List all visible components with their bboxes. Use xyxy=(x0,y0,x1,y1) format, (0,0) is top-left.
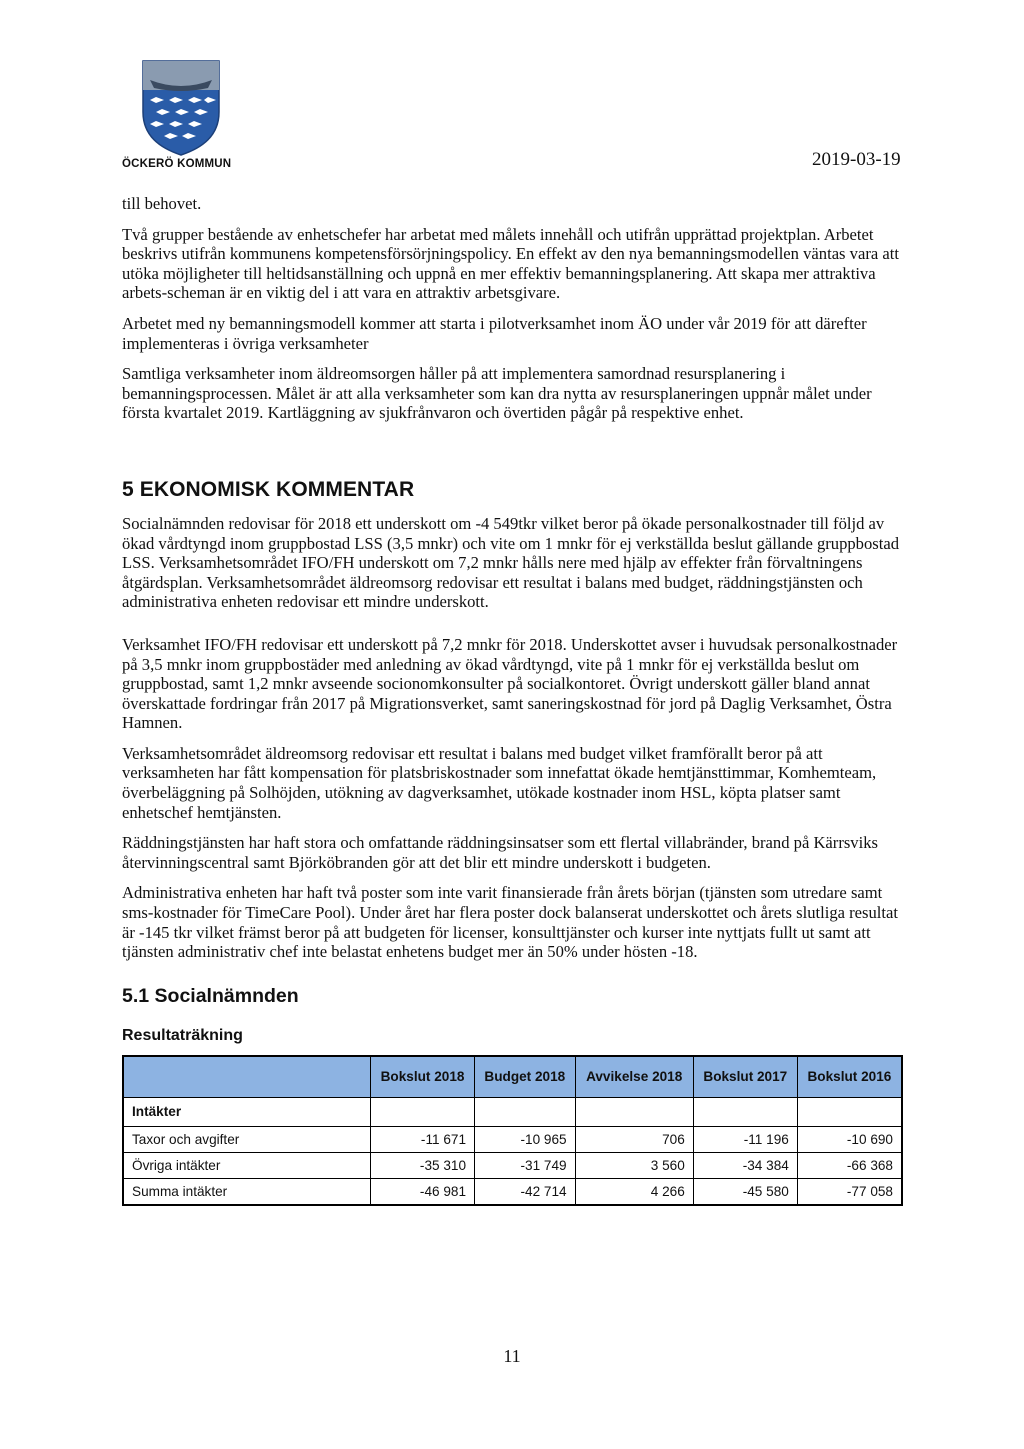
table-cell: 4 266 xyxy=(575,1178,693,1205)
paragraph: till behovet. xyxy=(122,194,202,213)
paragraph: Socialnämnden redovisar för 2018 ett underskott om -4 549tkr vilket beror på ökade personalkostnader till följd av ökad vårdtyngd inom gruppbostad LSS (3,5 mnkr) och vite om 1 mnkr för ej verkställda beslut gällande gruppbostad LSS. Verksamhetsområdet IFO/FH underskott om 7,2 mnkr hålls nere med hjälp av effekter från förvaltningens åtgärdsplan. Verksamhetsområdet äldreomsorg redovisar ett resultat i balans med budget, räddningstjänsten och administrativa enheten redovisar ett mindre underskott. xyxy=(122,513,899,612)
paragraph: Arbetet med ny bemanningsmodell kommer att starta i pilotverksamhet inom ÄO under vår 2019 för att därefter implementeras i övriga verksamheter xyxy=(122,313,867,353)
table-section-row xyxy=(123,1097,902,1126)
document-date: 2019-03-19 xyxy=(812,149,901,170)
paragraph: Samtliga verksamheter inom äldreomsorgen håller på att implementera samordnad resursplanering i bemanningsprocessen. Målet är att alla verksamheter som kan dra nytta av resursplaneringen uppnår målet under första kvartalet 2019. Kartläggning av sjukfrånvaron och övertiden pågår på respektive enhet. xyxy=(122,364,872,423)
row-label: Taxor och avgifter xyxy=(123,1126,371,1152)
table-cell: -31 749 xyxy=(475,1152,576,1178)
paragraph: Verksamhet IFO/FH redovisar ett underskott på 7,2 mnkr för 2018. Underskottet avser i huvudsak personalkostnader på 3,5 mnkr inom gruppbostäder med anledning av ökad vårdtyngd, vite på 1 mnkr för ej verkställda beslut om gruppbostad, samt 1,2 mnkr avseende socionomkonsulter på socialkontoret. Övrigt underskott gäller bland annat överskattade fordringar från 2017 på Migrationsverket, samt saneringskostnad för jord på Daglig Verksamhet, Östra Hamnen. xyxy=(122,634,898,733)
table-row xyxy=(123,1178,902,1205)
paragraph: Administrativa enheten har haft två poster som inte varit finansierade från årets början (tjänsten som utredare samt sms-kostnader för TimeCare Pool). Under året har flera poster dock balanserat underskottet och årets slutliga resultat är -145 tkr vilket främst beror på att budgeten för licenser, konsulttjänster och kurser inte nyttjats fullt ut samt att tjänsten administrativ chef inte belastat enhetens budget mer än 50% under hösten -18. xyxy=(122,883,898,962)
paragraph: Verksamhetsområdet äldreomsorg redovisar ett resultat i balans med budget vilket framförallt beror på att verksamheten har fått kompensation för platsbriskostnader som innefattat ökade hemtjänsttimmar, Komhemteam, överbeläggning på Solhöjden, utökning av dagverksamhet, utökade kostnader inom HSL, köpta platser samt enhetschef hemtjänsten. xyxy=(122,743,877,822)
column-header xyxy=(123,1056,371,1098)
row-label: Summa intäkter xyxy=(123,1178,371,1205)
column-header: Avvikelse 2018 xyxy=(575,1056,693,1098)
column-header: Bokslut 2018 xyxy=(371,1056,475,1098)
empty-cell xyxy=(371,1097,475,1126)
table-cell: -42 714 xyxy=(475,1178,576,1205)
table-cell: 3 560 xyxy=(575,1152,693,1178)
table-cell: -46 981 xyxy=(371,1178,475,1205)
section-heading: 5 EKONOMISK KOMMENTAR xyxy=(122,477,415,501)
column-header: Bokslut 2017 xyxy=(693,1056,797,1098)
subsection-heading: 5.1 Socialnämnden xyxy=(122,984,299,1007)
paragraph: Två grupper bestående av enhetschefer har arbetat med målets innehåll och utifrån upprättad projektplan. Arbetet beskrivs utifrån kommunens kompetensförsörjningspolicy. En effekt av den nya bemanningsmodellen väntas vara att utöka möjligheter till heltidsanställning och uppnå en mer effektiv bemanningsplanering. Att skapa mer attraktiva arbets-scheman är en viktig del i att vara en attraktiv arbetsgivare. xyxy=(122,224,899,303)
table-header-row xyxy=(123,1056,902,1098)
table-row xyxy=(123,1152,902,1178)
empty-cell xyxy=(475,1097,576,1126)
income-statement-table xyxy=(122,1055,903,1206)
table-cell: -66 368 xyxy=(797,1152,902,1178)
empty-cell xyxy=(575,1097,693,1126)
document-content xyxy=(122,194,902,1206)
table-cell: -35 310 xyxy=(371,1152,475,1178)
paragraph: Räddningstjänsten har haft stora och omfattande räddningsinsatser som ett flertal villabränder, brand på Kärrsviks återvinningscentral samt Björköbranden gör att det blir ett mindre underskott i budgeten. xyxy=(122,833,878,872)
table-cell: -34 384 xyxy=(693,1152,797,1178)
municipality-logo xyxy=(122,60,240,170)
column-header: Bokslut 2016 xyxy=(797,1056,902,1098)
logo-text: ÖCKERÖ KOMMUN xyxy=(122,158,232,170)
empty-cell xyxy=(797,1097,902,1126)
table-row xyxy=(123,1126,902,1152)
table-cell: -10 965 xyxy=(475,1126,576,1152)
table-cell: -77 058 xyxy=(797,1178,902,1205)
page-number: 11 xyxy=(503,1346,521,1366)
table-cell: 706 xyxy=(575,1126,693,1152)
empty-cell xyxy=(693,1097,797,1126)
section-label: Intäkter xyxy=(123,1097,371,1126)
column-header: Budget 2018 xyxy=(475,1056,576,1098)
table-cell: -11 671 xyxy=(371,1126,475,1152)
table-cell: -10 690 xyxy=(797,1126,902,1152)
table-cell: -45 580 xyxy=(693,1178,797,1205)
row-label: Övriga intäkter xyxy=(123,1152,371,1178)
table-title: Resultaträkning xyxy=(122,1026,243,1044)
table-cell: -11 196 xyxy=(693,1126,797,1152)
coat-of-arms-icon xyxy=(142,60,220,156)
